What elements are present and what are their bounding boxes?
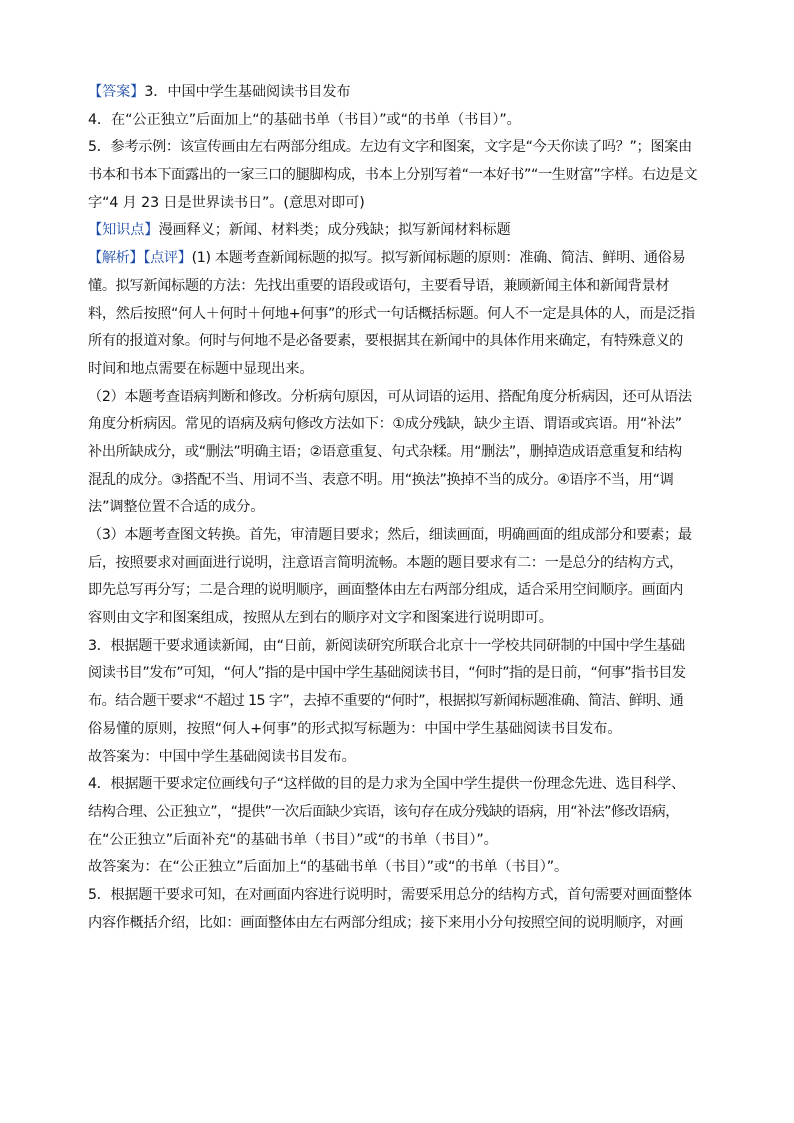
text-line bbox=[88, 577, 716, 605]
text-line bbox=[88, 162, 716, 190]
text-line bbox=[88, 827, 716, 855]
line-text: 所有的报道对象。何时与何地不是必备要素，要根据其在新闻中的具体作用来确定，有特殊意义的 bbox=[88, 333, 684, 350]
line-text: （3）本题考查图文转换。首先，审清题目要求；然后，细读画面，明确画面的组成部分和要素；最 bbox=[88, 527, 692, 543]
line-text: 法”调整位置不合适的成分。 bbox=[88, 499, 265, 516]
text-line bbox=[88, 190, 716, 218]
text-line bbox=[88, 356, 716, 384]
text-line bbox=[88, 328, 716, 356]
text-line bbox=[88, 910, 716, 938]
line-text: 后，按照要求对画面进行说明，注意语言简明流畅。本题的题目要求有二：一是总分的结构方式， bbox=[88, 554, 684, 571]
answer-analysis-text bbox=[88, 79, 716, 937]
line-text: 5．参考示例：该宣传画由左右两部分组成。左边有文字和图案，文字是“今天你读了吗？”；图案由 bbox=[88, 139, 692, 156]
line-text: 容则由文字和图案组成，按照从左到右的顺序对文字和图案进行说明即可。 bbox=[88, 610, 553, 627]
line-text: 故答案为：中国中学生基础阅读书目发布。 bbox=[88, 748, 356, 765]
line-text: 书本和书本下面露出的一家三口的腿脚构成，书本上分别写着“一本好书”“一生财富”字样。右边是文 bbox=[88, 167, 698, 184]
text-line bbox=[88, 882, 716, 910]
line-text: 料，然后按照“何人＋何时＋何地+何事”的形式一句话概括标题。何人不一定是具体的人，而是泛指 bbox=[88, 305, 695, 322]
line-text: 内容作概括介绍，比如：画面整体由左右两部分组成；接下来用小分句按照空间的说明顺序，对画 bbox=[88, 914, 684, 931]
line-text: 3．根据题干要求通读新闻，由“日前，新阅读研究所联合北京十一学校共同研制的中国中学生基础 bbox=[88, 637, 685, 654]
text-line bbox=[88, 467, 716, 495]
line-text: 即先总写再分写；二是合理的说明顺序，画面整体由左右两部分组成，适合采用空间顺序。画面内 bbox=[88, 582, 684, 599]
line-text: 阅读书目”发布”可知，“何人”指的是中国中学生基础阅读书目，“何时”指的是日前，“何事”指书目发 bbox=[88, 665, 686, 682]
text-line bbox=[88, 688, 716, 716]
text-line bbox=[88, 633, 716, 661]
analysis-text: (1) 本题考查新闻标题的拟写。拟写新闻标题的原则：准确、简洁、鲜明、通俗易 bbox=[191, 250, 686, 267]
answer-tag: 【答案】 bbox=[88, 84, 145, 100]
knowledge-tag: 【知识点】 bbox=[88, 222, 159, 239]
knowledge-line bbox=[88, 217, 716, 245]
line-text: （2）本题考查语病判断和修改。分析病句原因，可从词语的运用、搭配角度分析病因，还可从语法 bbox=[88, 388, 692, 405]
text-line bbox=[88, 771, 716, 799]
text-line bbox=[88, 301, 716, 329]
line-text: 结构合理、公正独立”，“提供”一次后面缺少宾语，该句存在成分残缺的语病，用“补法”修改语病， bbox=[88, 803, 679, 820]
text-line bbox=[88, 854, 716, 882]
text-line bbox=[88, 660, 716, 688]
line-text: 懂。拟写新闻标题的方法：先找出重要的语段或语句，主要看导语，兼顾新闻主体和新闻背景材 bbox=[88, 277, 670, 294]
line-text: 4．根据题干要求定位画线句子“这样做的目的是力求为全国中学生提供一份理念先进、选目科学、 bbox=[88, 776, 685, 793]
text-line bbox=[88, 744, 716, 772]
text-line bbox=[88, 384, 716, 412]
text-line bbox=[88, 273, 716, 301]
text-line bbox=[88, 134, 716, 162]
line-text: 故答案为：在“公正独立”后面加上“的基础书单（书目）”或“的书单（书目）”。 bbox=[88, 859, 569, 876]
line-text: 补出所缺成分，或“删法”明确主语；②语意重复、句式杂糅。用“删法”，删掉造成语意重复和结构 bbox=[88, 443, 682, 460]
text-line bbox=[88, 411, 716, 439]
text-line bbox=[88, 605, 716, 633]
text-line bbox=[88, 716, 716, 744]
text-line bbox=[88, 550, 716, 578]
answer-text: 3．中国中学生基础阅读书目发布 bbox=[144, 84, 351, 100]
text-line bbox=[88, 494, 716, 522]
line-text: 俗易懂的原则，按照“何人+何事”的形式拟写标题为：中国中学生基础阅读书目发布。 bbox=[88, 720, 622, 737]
line-text: 角度分析病因。常见的语病及病句修改方法如下：①成分残缺，缺少主语、谓语或宾语。用“补法” bbox=[88, 416, 682, 433]
knowledge-text: 漫画释义；新闻、材料类；成分残缺；拟写新闻材料标题 bbox=[158, 222, 511, 239]
analysis-line bbox=[88, 245, 716, 273]
line-text: 时间和地点需要在标题中显现出来。 bbox=[88, 360, 314, 377]
line-text: 4．在“公正独立”后面加上“的基础书单（书目）”或“的书单（书目）”。 bbox=[88, 111, 521, 128]
text-line bbox=[88, 799, 716, 827]
line-text: 混乱的成分。③搭配不当、用词不当、表意不明。用“换法”换掉不当的成分。④语序不当，用“调 bbox=[88, 471, 674, 488]
line-text: 5．根据题干要求可知，在对画面内容进行说明时，需要采用总分的结构方式，首句需要对画面整体 bbox=[88, 886, 692, 903]
line-text: 在“公正独立”后面补充“的基础书单（书目）”或“的书单（书目）”。 bbox=[88, 831, 498, 848]
line-text: 字“4 月 23 日是世界读书日”。(意思对即可) bbox=[88, 194, 365, 211]
answer-line bbox=[88, 79, 716, 107]
text-line bbox=[88, 107, 716, 135]
analysis-tag: 【解析】【点评】 bbox=[88, 250, 192, 267]
text-line bbox=[88, 439, 716, 467]
text-line bbox=[88, 522, 716, 550]
line-text: 布。结合题干要求“不超过 15 字”，去掉不重要的“何时”，根据拟写新闻标题准确、简洁、鲜明、通 bbox=[88, 693, 684, 710]
